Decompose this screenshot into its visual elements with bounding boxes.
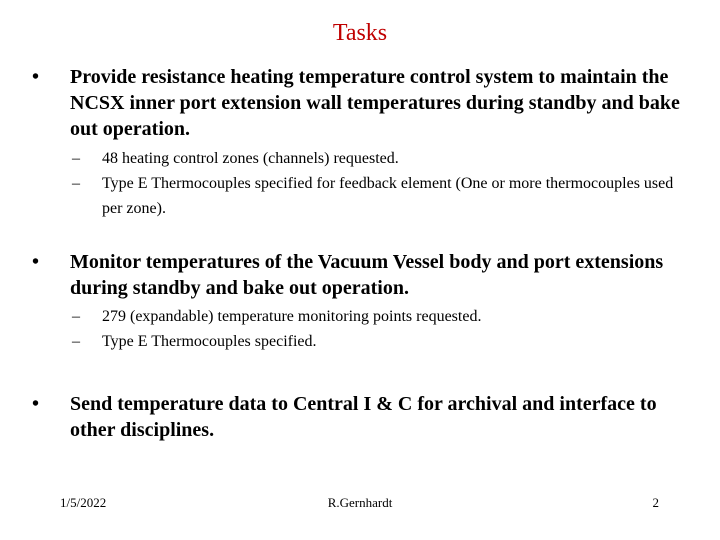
footer-author: R.Gernhardt: [327, 495, 393, 510]
bullet-1-mark: •: [32, 66, 40, 88]
bullet-2-sub-1-text: 279 (expandable) temperature monitoring points requested.: [102, 308, 482, 325]
bullet-2-sub-1-mark: –: [72, 308, 80, 325]
bullet-2: [30, 249, 690, 301]
slide-title: Tasks: [332, 20, 388, 46]
footer-date: 1/5/2022: [60, 495, 107, 510]
bullet-2-sub-2: [72, 329, 692, 354]
bullet-1-sub-2: [72, 171, 692, 221]
bullet-1-sub-1: [72, 146, 692, 171]
bullet-1-sub-1-text: 48 heating control zones (channels) requested.: [102, 150, 399, 167]
bullet-1-sub-2-text: Type E Thermocouples specified for feedback element (One or more thermocouples used per zone).: [102, 175, 674, 217]
bullet-3-mark: •: [32, 393, 40, 415]
bullet-2-sub-2-text: Type E Thermocouples specified.: [102, 333, 317, 350]
bullet-3: [30, 391, 690, 443]
bullet-3-text: Send temperature data to Central I & C for archival and interface to other disciplines.: [70, 393, 657, 441]
bullet-2-mark: •: [32, 251, 40, 273]
bullet-1-sub-1-mark: –: [72, 150, 80, 167]
footer-page-number: 2: [652, 495, 659, 510]
bullet-1-sub-2-mark: –: [72, 175, 80, 192]
bullet-1-text: Provide resistance heating temperature control system to maintain the NCSX inner port extension wall temperatures during standby and bake out operation.: [70, 66, 680, 140]
bullet-2-text: Monitor temperatures of the Vacuum Vessel body and port extensions during standby and bake out operation.: [70, 251, 664, 299]
bullet-2-sub-1: [72, 304, 692, 329]
bullet-2-sub-2-mark: –: [72, 333, 80, 350]
bullet-1: [30, 64, 690, 142]
